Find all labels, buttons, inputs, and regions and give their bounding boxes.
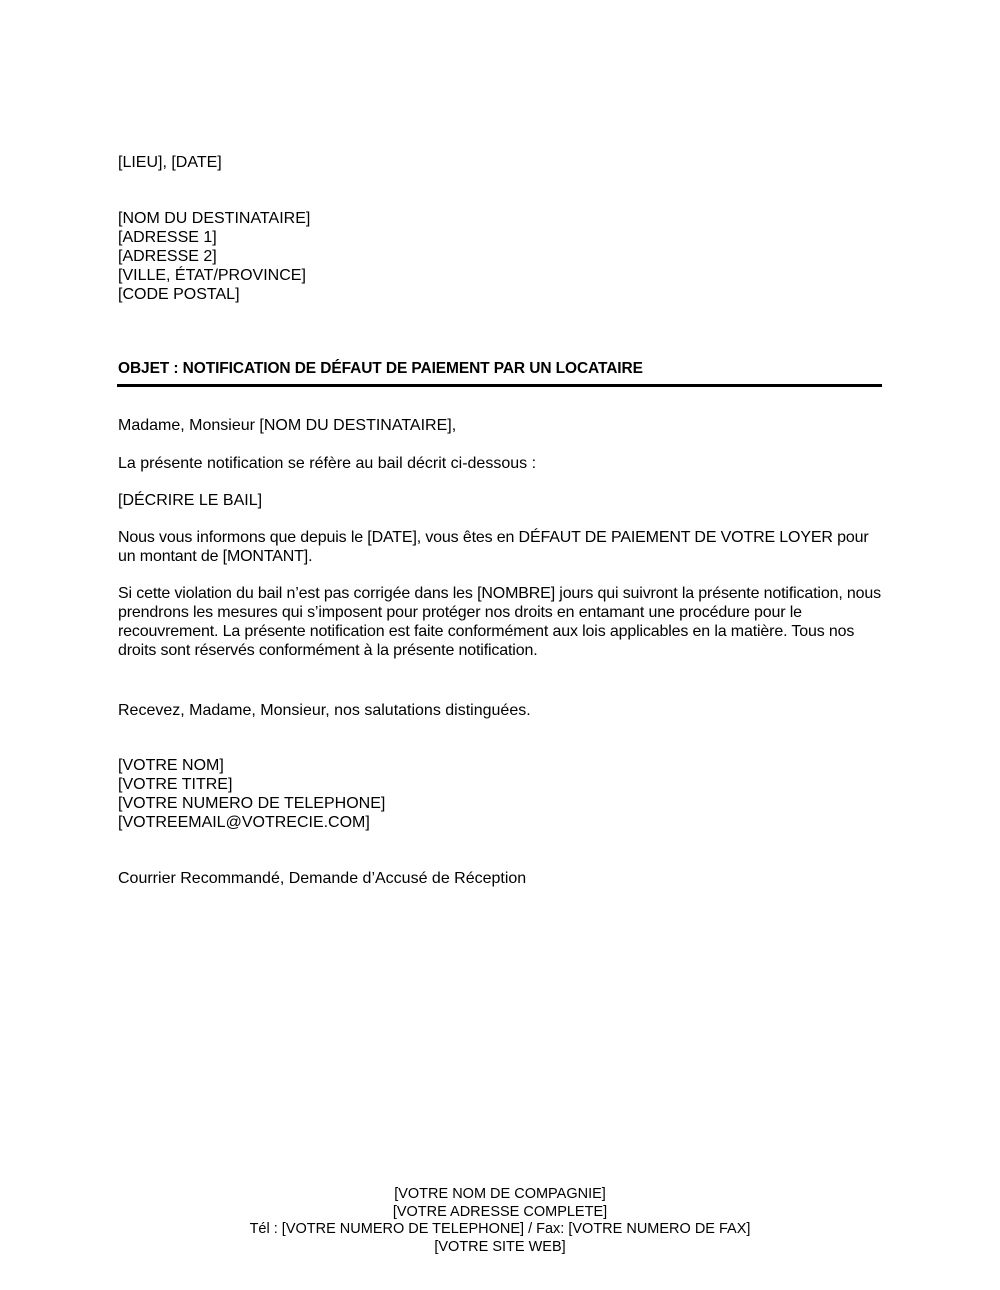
footer-contact: Tél : [VOTRE NUMERO DE TELEPHONE] / Fax: [VOTRE NUMERO DE FAX] — [249, 1221, 751, 1237]
recipient-address — [118, 209, 888, 304]
sender-name: [VOTRE NOM] — [118, 757, 224, 774]
place-date-block — [118, 153, 888, 172]
paragraph-text: La présente notification se réfère au bail décrit ci-dessous : — [118, 455, 537, 472]
paragraph-text: Nous vous informons que depuis le [DATE], vous êtes en DÉFAUT DE PAIEMENT DE VOTRE LOYER pour un montant de [MONTANT]. — [118, 529, 869, 565]
place-date: [LIEU], [DATE] — [118, 154, 222, 171]
recipient-city-state: [VILLE, ÉTAT/PROVINCE] — [118, 267, 306, 284]
paragraph-text: [DÉCRIRE LE BAIL] — [118, 492, 263, 509]
footer-company: [VOTRE NOM DE COMPAGNIE] — [394, 1186, 606, 1202]
recipient-postal-code: [CODE POSTAL] — [118, 286, 240, 303]
salutation: Madame, Monsieur [NOM DU DESTINATAIRE], — [118, 417, 457, 434]
sender-email: [VOTREEMAIL@VOTRECIE.COM] — [118, 814, 370, 831]
subject-divider — [117, 384, 882, 387]
page-footer — [0, 1186, 1000, 1256]
closing: Recevez, Madame, Monsieur, nos salutations distinguées. — [118, 702, 531, 719]
recipient-name: [NOM DU DESTINATAIRE] — [118, 210, 311, 227]
recipient-address-1: [ADRESSE 1] — [118, 229, 217, 246]
footer-address: [VOTRE ADRESSE COMPLETE] — [392, 1203, 608, 1220]
paragraph-remedy-warning — [118, 584, 886, 660]
sender-title: [VOTRE TITRE] — [118, 776, 233, 793]
footer-website: [VOTRE SITE WEB] — [434, 1238, 566, 1255]
recipient-address-2: [ADRESSE 2] — [118, 248, 217, 265]
paragraph-lease-description — [118, 491, 888, 510]
paragraph-lease-reference — [118, 454, 888, 473]
delivery-note-block — [118, 869, 888, 888]
subject-text: OBJET : NOTIFICATION DE DÉFAUT DE PAIEMENT PAR UN LOCATAIRE — [118, 360, 643, 377]
sender-signature — [118, 756, 888, 832]
salutation-block — [118, 416, 888, 435]
paragraph-default-notice — [118, 528, 878, 566]
delivery-note: Courrier Recommandé, Demande d’Accusé de Réception — [118, 870, 527, 887]
closing-block — [118, 701, 888, 720]
paragraph-text: Si cette violation du bail n’est pas corrigée dans les [NOMBRE] jours qui suivront la présente notification, nous prendrons les mesures qui s’imposent pour protéger nos droits en entamant une procédure pour le recouvrement. La présente notification est faite conformément aux lois applicables en la matière. Tous nos droits sont réservés conformément à la présente notification. — [118, 585, 882, 659]
sender-phone: [VOTRE NUMERO DE TELEPHONE] — [118, 795, 386, 812]
subject-line — [118, 359, 888, 378]
